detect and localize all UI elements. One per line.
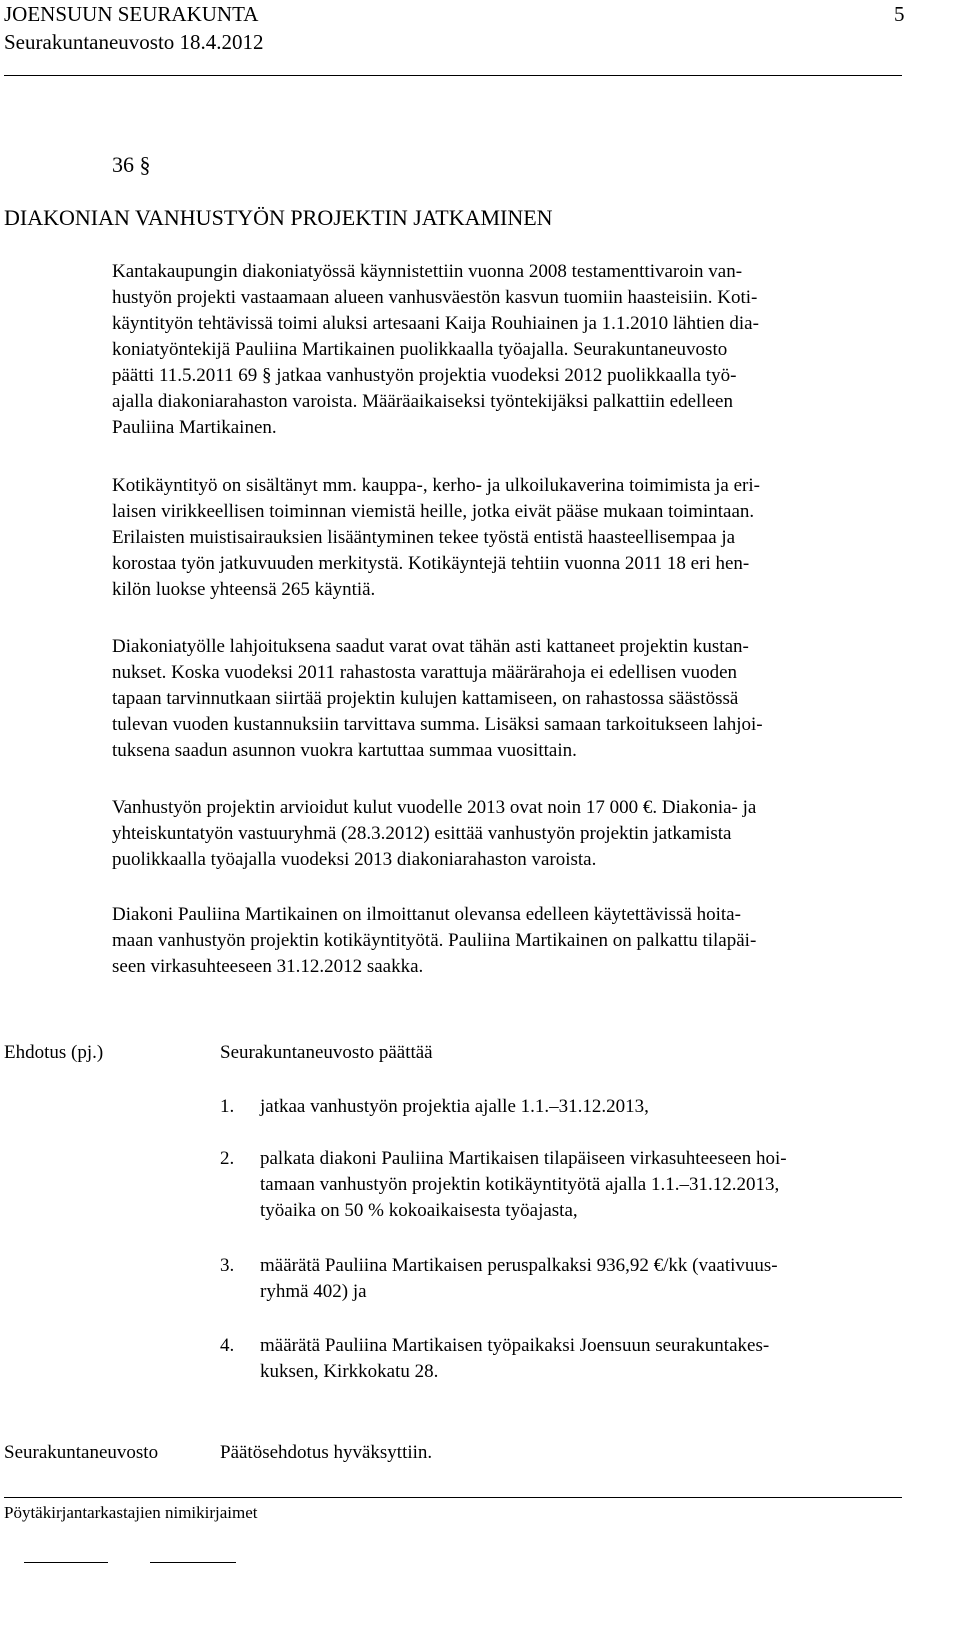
footer-rule: [4, 1497, 902, 1498]
item-text: kuksen, Kirkkokatu 28.: [260, 1361, 439, 1382]
paragraph-line: yhteiskuntatyön vastuuryhmä (28.3.2012) esittää vanhustyön projektin jatkamista: [112, 823, 732, 844]
item-text: työaika on 50 % kokoaikaisesta työajasta,: [260, 1200, 578, 1221]
paragraph-line: päätti 11.5.2011 69 § jatkaa vanhustyön projektia vuodeksi 2012 puolikkaalla työ-: [112, 365, 737, 386]
paragraph-line: seen virkasuhteeseen 31.12.2012 saakka.: [112, 956, 424, 977]
section-heading: [112, 152, 151, 178]
paragraph-line: kilön luokse yhteensä 265 käyntiä.: [112, 579, 376, 600]
paragraph: [112, 473, 760, 603]
proposal-item: [220, 1146, 787, 1224]
paragraph-line: maan vanhustyön projektin kotikäyntityötä. Pauliina Martikainen on palkattu tilapäi-: [112, 930, 757, 951]
paragraph-line: laisen virikkeellisen toiminnan viemistä heille, jotka eivät pääse mukaan toimintaan.: [112, 501, 755, 522]
paragraph: [112, 902, 756, 980]
item-text: jatkaa vanhustyön projektia ajalle 1.1.–31.12.2013,: [260, 1096, 649, 1117]
paragraph-line: nukset. Koska vuodeksi 2011 rahastosta varattuja määrärahoja ei edellisen vuoden: [112, 662, 738, 683]
paragraph-line: tulevan vuoden kustannuksiin tarvittava summa. Lisäksi samaan tarkoitukseen lahjoi-: [112, 714, 763, 735]
item-text: palkata diakoni Pauliina Martikaisen tilapäiseen virkasuhteeseen hoi-: [260, 1148, 787, 1169]
paragraph-line: korostaa työn jatkuvuuden merkitystä. Kotikäyntejä tehtiin vuonna 2011 18 eri hen-: [112, 553, 750, 574]
document-title: DIAKONIAN VANHUSTYÖN PROJEKTIN JATKAMINEN: [4, 205, 553, 230]
paragraph: [112, 795, 756, 873]
proposal-item: [220, 1094, 649, 1120]
paragraph-line: Diakoni Pauliina Martikainen on ilmoittanut olevansa edelleen käytettävissä hoita-: [112, 904, 741, 925]
item-number: 2.: [220, 1148, 235, 1169]
paragraph-line: Erilaisten muistisairauksien lisääntyminen tekee työstä entistä haasteellisempaa ja: [112, 527, 736, 548]
proposal-item: [220, 1253, 778, 1305]
paragraph-line: käyntityön tehtävissä toimi aluksi artesaani Kaija Rouhiainen ja 1.1.2010 lähtien dia-: [112, 313, 759, 334]
item-text: määrätä Pauliina Martikaisen työpaikaksi Joensuun seurakuntakes-: [260, 1335, 770, 1356]
paragraph: [112, 259, 759, 441]
paragraph-line: puolikkaalla työajalla vuodeksi 2013 diakoniarahaston varoista.: [112, 849, 597, 870]
item-number: 4.: [220, 1335, 235, 1356]
initials-line: [150, 1562, 236, 1563]
paragraph-line: Vanhustyön projektin arvioidut kulut vuodelle 2013 ovat noin 17 000 €. Diakonia- ja: [112, 797, 757, 818]
paragraph-line: Diakoniatyölle lahjoituksena saadut varat ovat tähän asti kattaneet projektin kustan-: [112, 636, 749, 657]
page-number: 5: [894, 2, 905, 26]
proposal-item: [220, 1333, 769, 1385]
item-text: ryhmä 402) ja: [260, 1281, 367, 1302]
paragraph-line: Kantakaupungin diakoniatyössä käynnistettiin vuonna 2008 testamenttivaroin van-: [112, 261, 743, 282]
organization-name: JOENSUUN SEURAKUNTA: [4, 2, 259, 26]
header-rule: [4, 75, 902, 76]
paragraph-line: Kotikäyntityö on sisältänyt mm. kauppa-, kerho- ja ulkoilukaverina toimimista ja eri-: [112, 475, 760, 496]
paragraph-line: tapaan tarvinnutkaan siirtää projektin kulujen kattamiseen, on rahastossa säästössä: [112, 688, 739, 709]
initials-line: [24, 1562, 108, 1563]
item-number: 3.: [220, 1255, 235, 1276]
footer-label: Pöytäkirjantarkastajien nimikirjaimet: [4, 1503, 258, 1522]
decision-label: Seurakuntaneuvosto: [4, 1442, 159, 1463]
paragraph-line: koniatyöntekijä Pauliina Martikainen puolikkaalla työajalla. Seurakuntaneuvosto: [112, 339, 728, 360]
item-number: 1.: [220, 1096, 235, 1117]
paragraph-line: tuksena saadun asunnon vuokra kartuttaa summaa vuosittain.: [112, 740, 577, 761]
item-text: tamaan vanhustyön projektin kotikäyntityötä ajalla 1.1.–31.12.2013,: [260, 1174, 780, 1195]
proposal-label: Ehdotus (pj.): [4, 1042, 104, 1063]
paragraph: [112, 634, 763, 764]
decision-text: Päätösehdotus hyväksyttiin.: [220, 1442, 433, 1463]
meeting-date: Seurakuntaneuvosto 18.4.2012: [4, 30, 264, 54]
paragraph-line: Pauliina Martikainen.: [112, 417, 277, 438]
proposal-intro: Seurakuntaneuvosto päättää: [220, 1042, 433, 1063]
item-text: määrätä Pauliina Martikaisen peruspalkaksi 936,92 €/kk (vaativuus-: [260, 1255, 778, 1276]
paragraph-line: hustyön projekti vastaamaan alueen vanhusväestön kasvun tuomiin haasteisiin. Koti-: [112, 287, 758, 308]
paragraph-line: ajalla diakoniarahaston varoista. Määräaikaiseksi työntekijäksi palkattiin edelleen: [112, 391, 733, 412]
section-symbol: §: [139, 152, 151, 177]
section-number: 36: [112, 152, 134, 177]
